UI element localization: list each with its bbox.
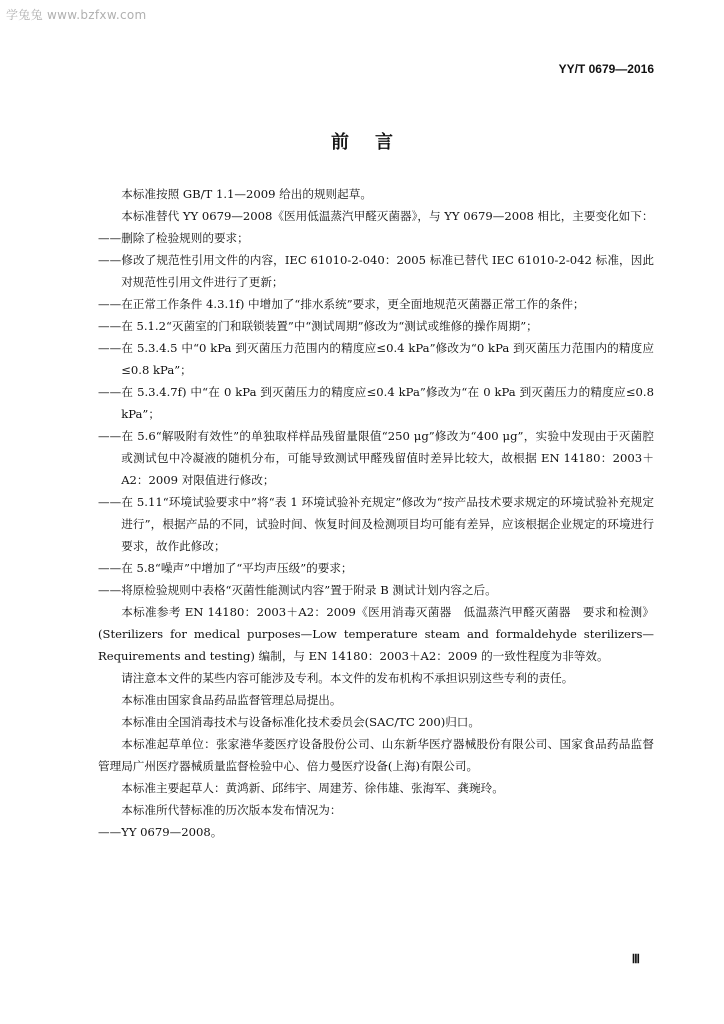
paragraph: 本标准所代替标准的历次版本发布情况为： bbox=[121, 803, 342, 817]
paragraph: 本标准起草单位：张家港华菱医疗设备股份公司、山东新华医疗器械股份有限公司、国家食品药品监督管理局广州医疗器械质量监督检验中心、倍力曼医疗设备(上海)有限公司。 bbox=[98, 737, 654, 773]
foreword-body bbox=[98, 183, 654, 843]
paragraph: 本标准主要起草人：黄鸿新、邱纬宇、周建芳、徐伟雄、张海军、龚琬玲。 bbox=[121, 781, 504, 795]
paragraph: 本标准替代 YY 0679—2008《医用低温蒸汽甲醛灭菌器》，与 YY 0679—2008 相比，主要变化如下： bbox=[121, 209, 654, 223]
list-item: ——在 5.1.2“灭菌室的门和联锁装置”中“测试周期”修改为“测试或维修的操作周期”； bbox=[98, 319, 538, 333]
watermark-text: 学兔兔 www.bzfxw.com bbox=[6, 8, 147, 22]
paragraph: 本标准按照 GB/T 1.1—2009 给出的规则起草。 bbox=[121, 187, 372, 201]
paragraph: 本标准参考 EN 14180：2003＋A2：2009《医用消毒灭菌器 低温蒸汽甲醛灭菌器 要求和检测》(Sterilizers for medical purposes—Low temperature steam and formaldehyde sterilizers—Requirements and testing) 编制，与 EN 14180：2003＋A2：2009 的一致性程度为非等效。 bbox=[98, 605, 654, 663]
list-item: ——在 5.3.4.5 中“0 kPa 到灭菌压力范围内的精度应≤0.4 kPa”修改为“0 kPa 到灭菌压力范围内的精度应≤0.8 kPa”； bbox=[98, 341, 654, 377]
page-title: 前言 bbox=[331, 132, 419, 153]
list-item: ——在正常工作条件 4.3.1f) 中增加了“排水系统”要求，更全面地规范灭菌器正常工作的条件； bbox=[98, 297, 585, 311]
list-item: ——删除了检验规则的要求； bbox=[98, 231, 249, 245]
list-item: ——YY 0679—2008。 bbox=[98, 825, 223, 839]
page-number: Ⅲ bbox=[631, 952, 640, 966]
list-item: ——将原检验规则中表格“灭菌性能测试内容”置于附录 B 测试计划内容之后。 bbox=[98, 583, 497, 597]
list-item: ——修改了规范性引用文件的内容，IEC 61010-2-040：2005 标准已替代 IEC 61010-2-042 标准，因此对规范性引用文件进行了更新； bbox=[98, 253, 654, 289]
standard-code: YY/T 0679—2016 bbox=[558, 62, 654, 76]
list-item: ——在 5.8“噪声”中增加了“平均声压级”的要求； bbox=[98, 561, 353, 575]
list-item: ——在 5.6“解吸附有效性”的单独取样样品残留量限值“250 μg”修改为“400 μg”，实验中发现由于灭菌腔或测试包中冷凝液的随机分布，可能导致测试甲醛残留值时差异比较大，故根据 EN 14180：2003＋A2：2009 对限值进行修改； bbox=[98, 429, 654, 487]
list-item: ——在 5.3.4.7f) 中“在 0 kPa 到灭菌压力的精度应≤0.4 kPa”修改为“在 0 kPa 到灭菌压力的精度应≤0.8 kPa”； bbox=[98, 385, 654, 421]
paragraph: 本标准由国家食品药品监督管理总局提出。 bbox=[121, 693, 342, 707]
list-item: ——在 5.11“环境试验要求中”将“表 1 环境试验补充规定”修改为“按产品技术要求规定的环境试验补充规定进行”，根据产品的不同，试验时间、恢复时间及检测项目均可能有差异，应该根据企业规定的环境进行要求，故作此修改； bbox=[98, 495, 654, 553]
paragraph: 请注意本文件的某些内容可能涉及专利。本文件的发布机构不承担识别这些专利的责任。 bbox=[121, 671, 574, 685]
paragraph: 本标准由全国消毒技术与设备标准化技术委员会(SAC/TC 200)归口。 bbox=[121, 715, 480, 729]
